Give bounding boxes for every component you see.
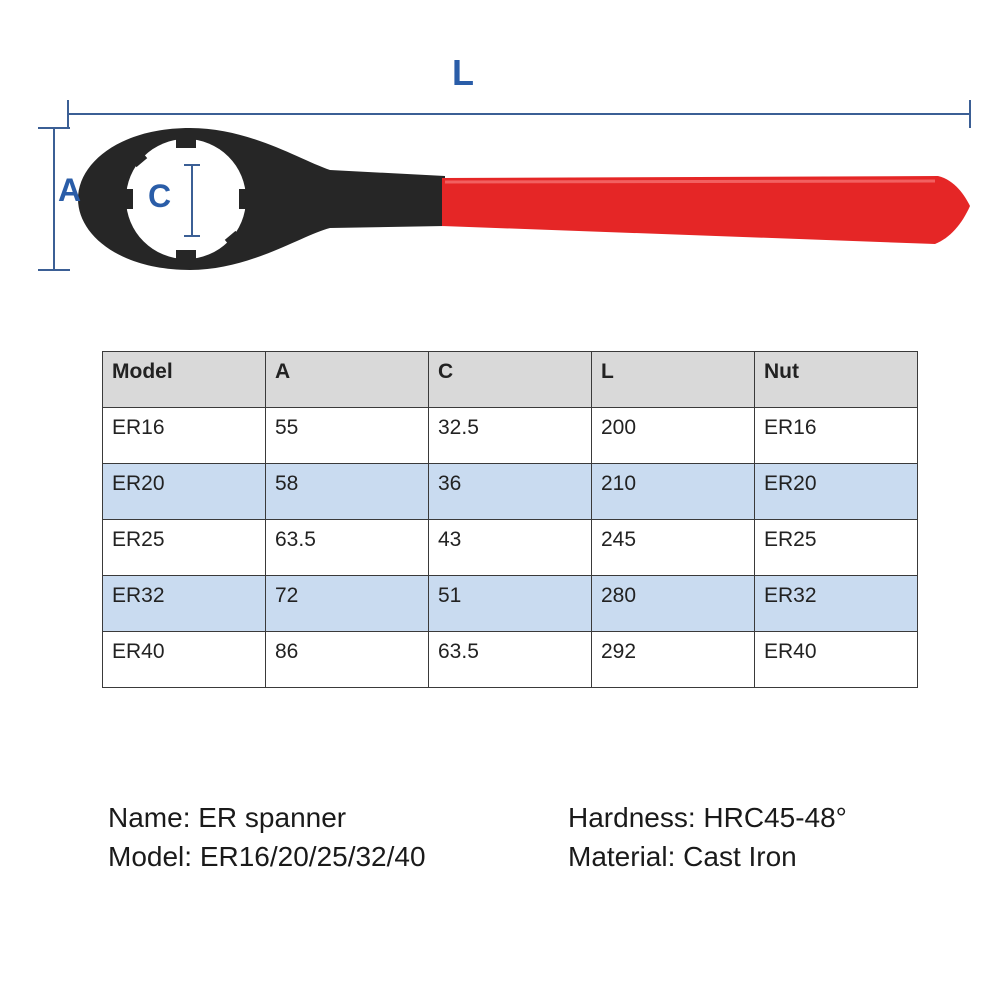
table-cell: 200: [592, 408, 755, 464]
table-cell: 32.5: [429, 408, 592, 464]
table-cell: 43: [429, 520, 592, 576]
table-row: [103, 632, 918, 688]
table-cell: 245: [592, 520, 755, 576]
spec-table: [102, 351, 918, 688]
header-a: A: [266, 352, 429, 408]
table-cell: ER16: [755, 408, 918, 464]
table-row: [103, 520, 918, 576]
wrench-diagram: [0, 0, 1001, 300]
header-l: L: [592, 352, 755, 408]
table-cell: ER20: [755, 464, 918, 520]
table-cell: 280: [592, 576, 755, 632]
table-row: [103, 408, 918, 464]
header-c: C: [429, 352, 592, 408]
table-cell: 51: [429, 576, 592, 632]
product-material: Material: Cast Iron: [568, 841, 797, 872]
table-cell: ER25: [755, 520, 918, 576]
table-cell: 292: [592, 632, 755, 688]
table-cell: 72: [266, 576, 429, 632]
product-name: Name: ER spanner: [108, 802, 347, 833]
table-cell: ER25: [103, 520, 266, 576]
product-hardness: Hardness: HRC45-48°: [568, 802, 847, 833]
dimension-label-A: A: [58, 172, 82, 208]
table-cell: ER16: [103, 408, 266, 464]
table-cell: 63.5: [429, 632, 592, 688]
table-cell: ER32: [103, 576, 266, 632]
dimension-label-L: L: [452, 52, 474, 93]
table-row: [103, 576, 918, 632]
table-row: [103, 464, 918, 520]
table-cell: 210: [592, 464, 755, 520]
table-cell: ER20: [103, 464, 266, 520]
dimension-line-L: [68, 100, 970, 128]
header-nut: Nut: [755, 352, 918, 408]
table-cell: ER40: [103, 632, 266, 688]
table-cell: ER32: [755, 576, 918, 632]
wrench-body: [78, 128, 445, 270]
wrench-handle: [442, 176, 970, 244]
table-cell: 36: [429, 464, 592, 520]
product-models: Model: ER16/20/25/32/40: [108, 841, 426, 872]
table-cell: 55: [266, 408, 429, 464]
table-cell: 63.5: [266, 520, 429, 576]
header-model: Model: [103, 352, 266, 408]
dimension-label-C: C: [148, 178, 172, 214]
table-cell: 58: [266, 464, 429, 520]
table-header-row: [103, 352, 918, 408]
table-cell: ER40: [755, 632, 918, 688]
wrench-handle-highlight: [445, 181, 935, 182]
table-cell: 86: [266, 632, 429, 688]
